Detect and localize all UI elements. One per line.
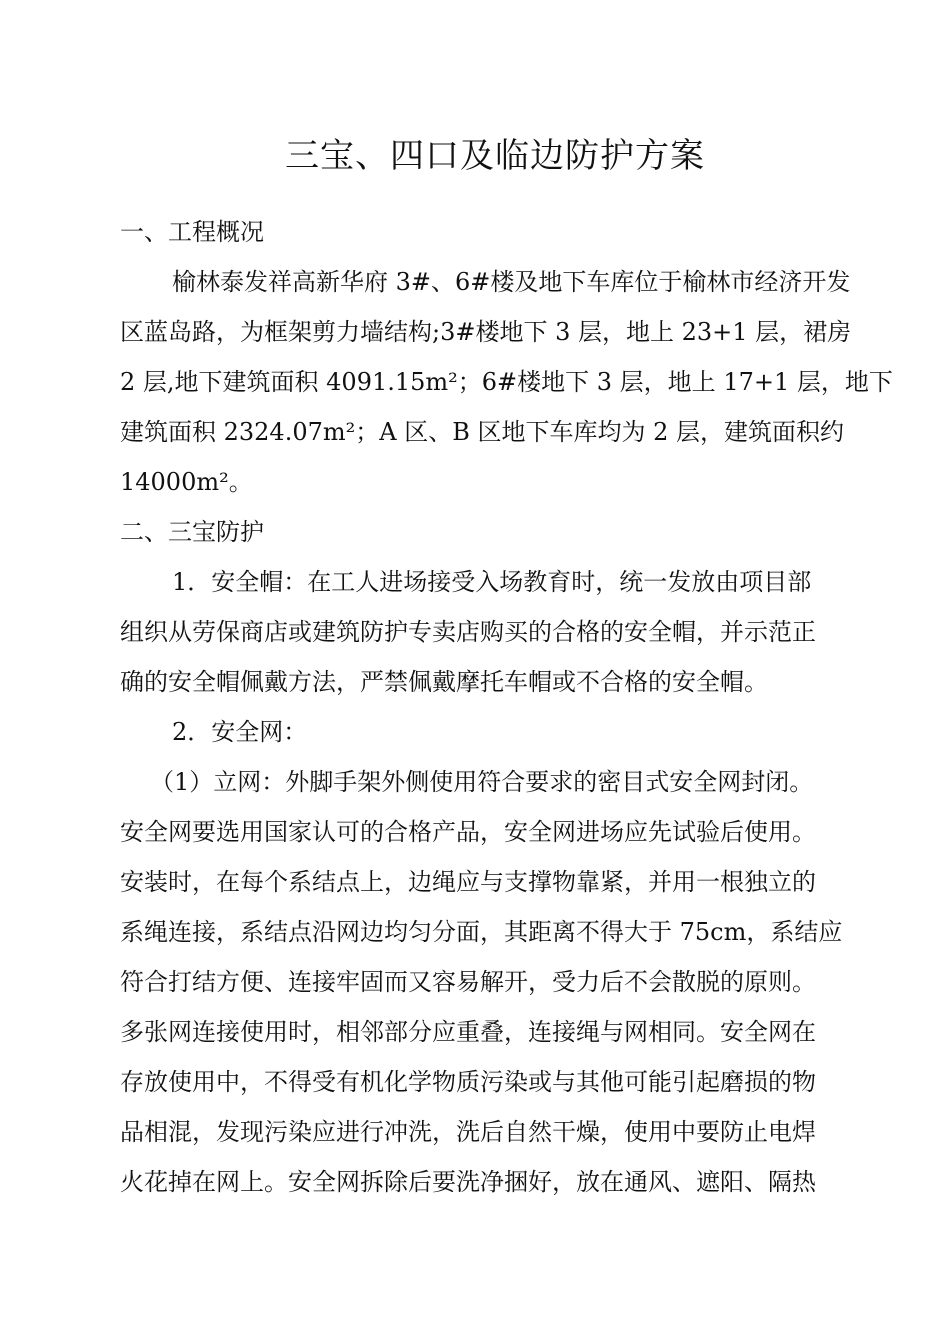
paragraph-line: 确的安全帽佩戴方法，严禁佩戴摩托车帽或不合格的安全帽。	[120, 668, 768, 696]
document-title: 三宝、四口及临边防护方案	[285, 136, 705, 176]
paragraph-line: 安全网要选用国家认可的合格产品，安全网进场应先试验后使用。	[120, 818, 816, 846]
paragraph-line: 安装时，在每个系结点上，边绳应与支撑物靠紧，并用一根独立的	[120, 868, 816, 896]
paragraph-line: 建筑面积 2324.07m²；A 区、B 区地下车库均为 2 层，建筑面积约	[120, 418, 845, 446]
paragraph-line: 存放使用中，不得受有机化学物质污染或与其他可能引起磨损的物	[120, 1068, 816, 1096]
paragraph-line: 1．安全帽：在工人进场接受入场教育时，统一发放由项目部	[172, 568, 812, 596]
paragraph-line: 火花掉在网上。安全网拆除后要洗净捆好，放在通风、遮阳、隔热	[120, 1168, 816, 1196]
paragraph-line: 品相混，发现污染应进行冲洗，洗后自然干燥，使用中要防止电焊	[120, 1118, 816, 1146]
paragraph-line: 多张网连接使用时，相邻部分应重叠，连接绳与网相同。安全网在	[120, 1018, 816, 1046]
paragraph-line: 2 层,地下建筑面积 4091.15m²；6#楼地下 3 层，地上 17+1 层，地下	[120, 368, 893, 396]
paragraph-line: 区蓝岛路，为框架剪力墙结构;3#楼地下 3 层，地上 23+1 层，裙房	[120, 318, 852, 346]
paragraph-line: 系绳连接，系结点沿网边均匀分面，其距离不得大于 75cm，系结应	[120, 918, 843, 946]
paragraph-line: 符合打结方便、连接牢固而又容易解开，受力后不会散脱的原则。	[120, 968, 816, 996]
section-heading-overview: 一、工程概况	[120, 218, 264, 246]
paragraph-line: 组织从劳保商店或建筑防护专卖店购买的合格的安全帽，并示范正	[120, 618, 816, 646]
paragraph-line: 榆林泰发祥高新华府 3#、6#楼及地下车库位于榆林市经济开发	[172, 268, 851, 296]
paragraph-line: 14000m²。	[120, 468, 253, 496]
section-heading-three-treasures: 二、三宝防护	[120, 518, 264, 546]
subheading-safety-net: 2．安全网：	[172, 718, 308, 746]
paragraph-line: （1）立网：外脚手架外侧使用符合要求的密目式安全网封闭。	[150, 768, 814, 796]
